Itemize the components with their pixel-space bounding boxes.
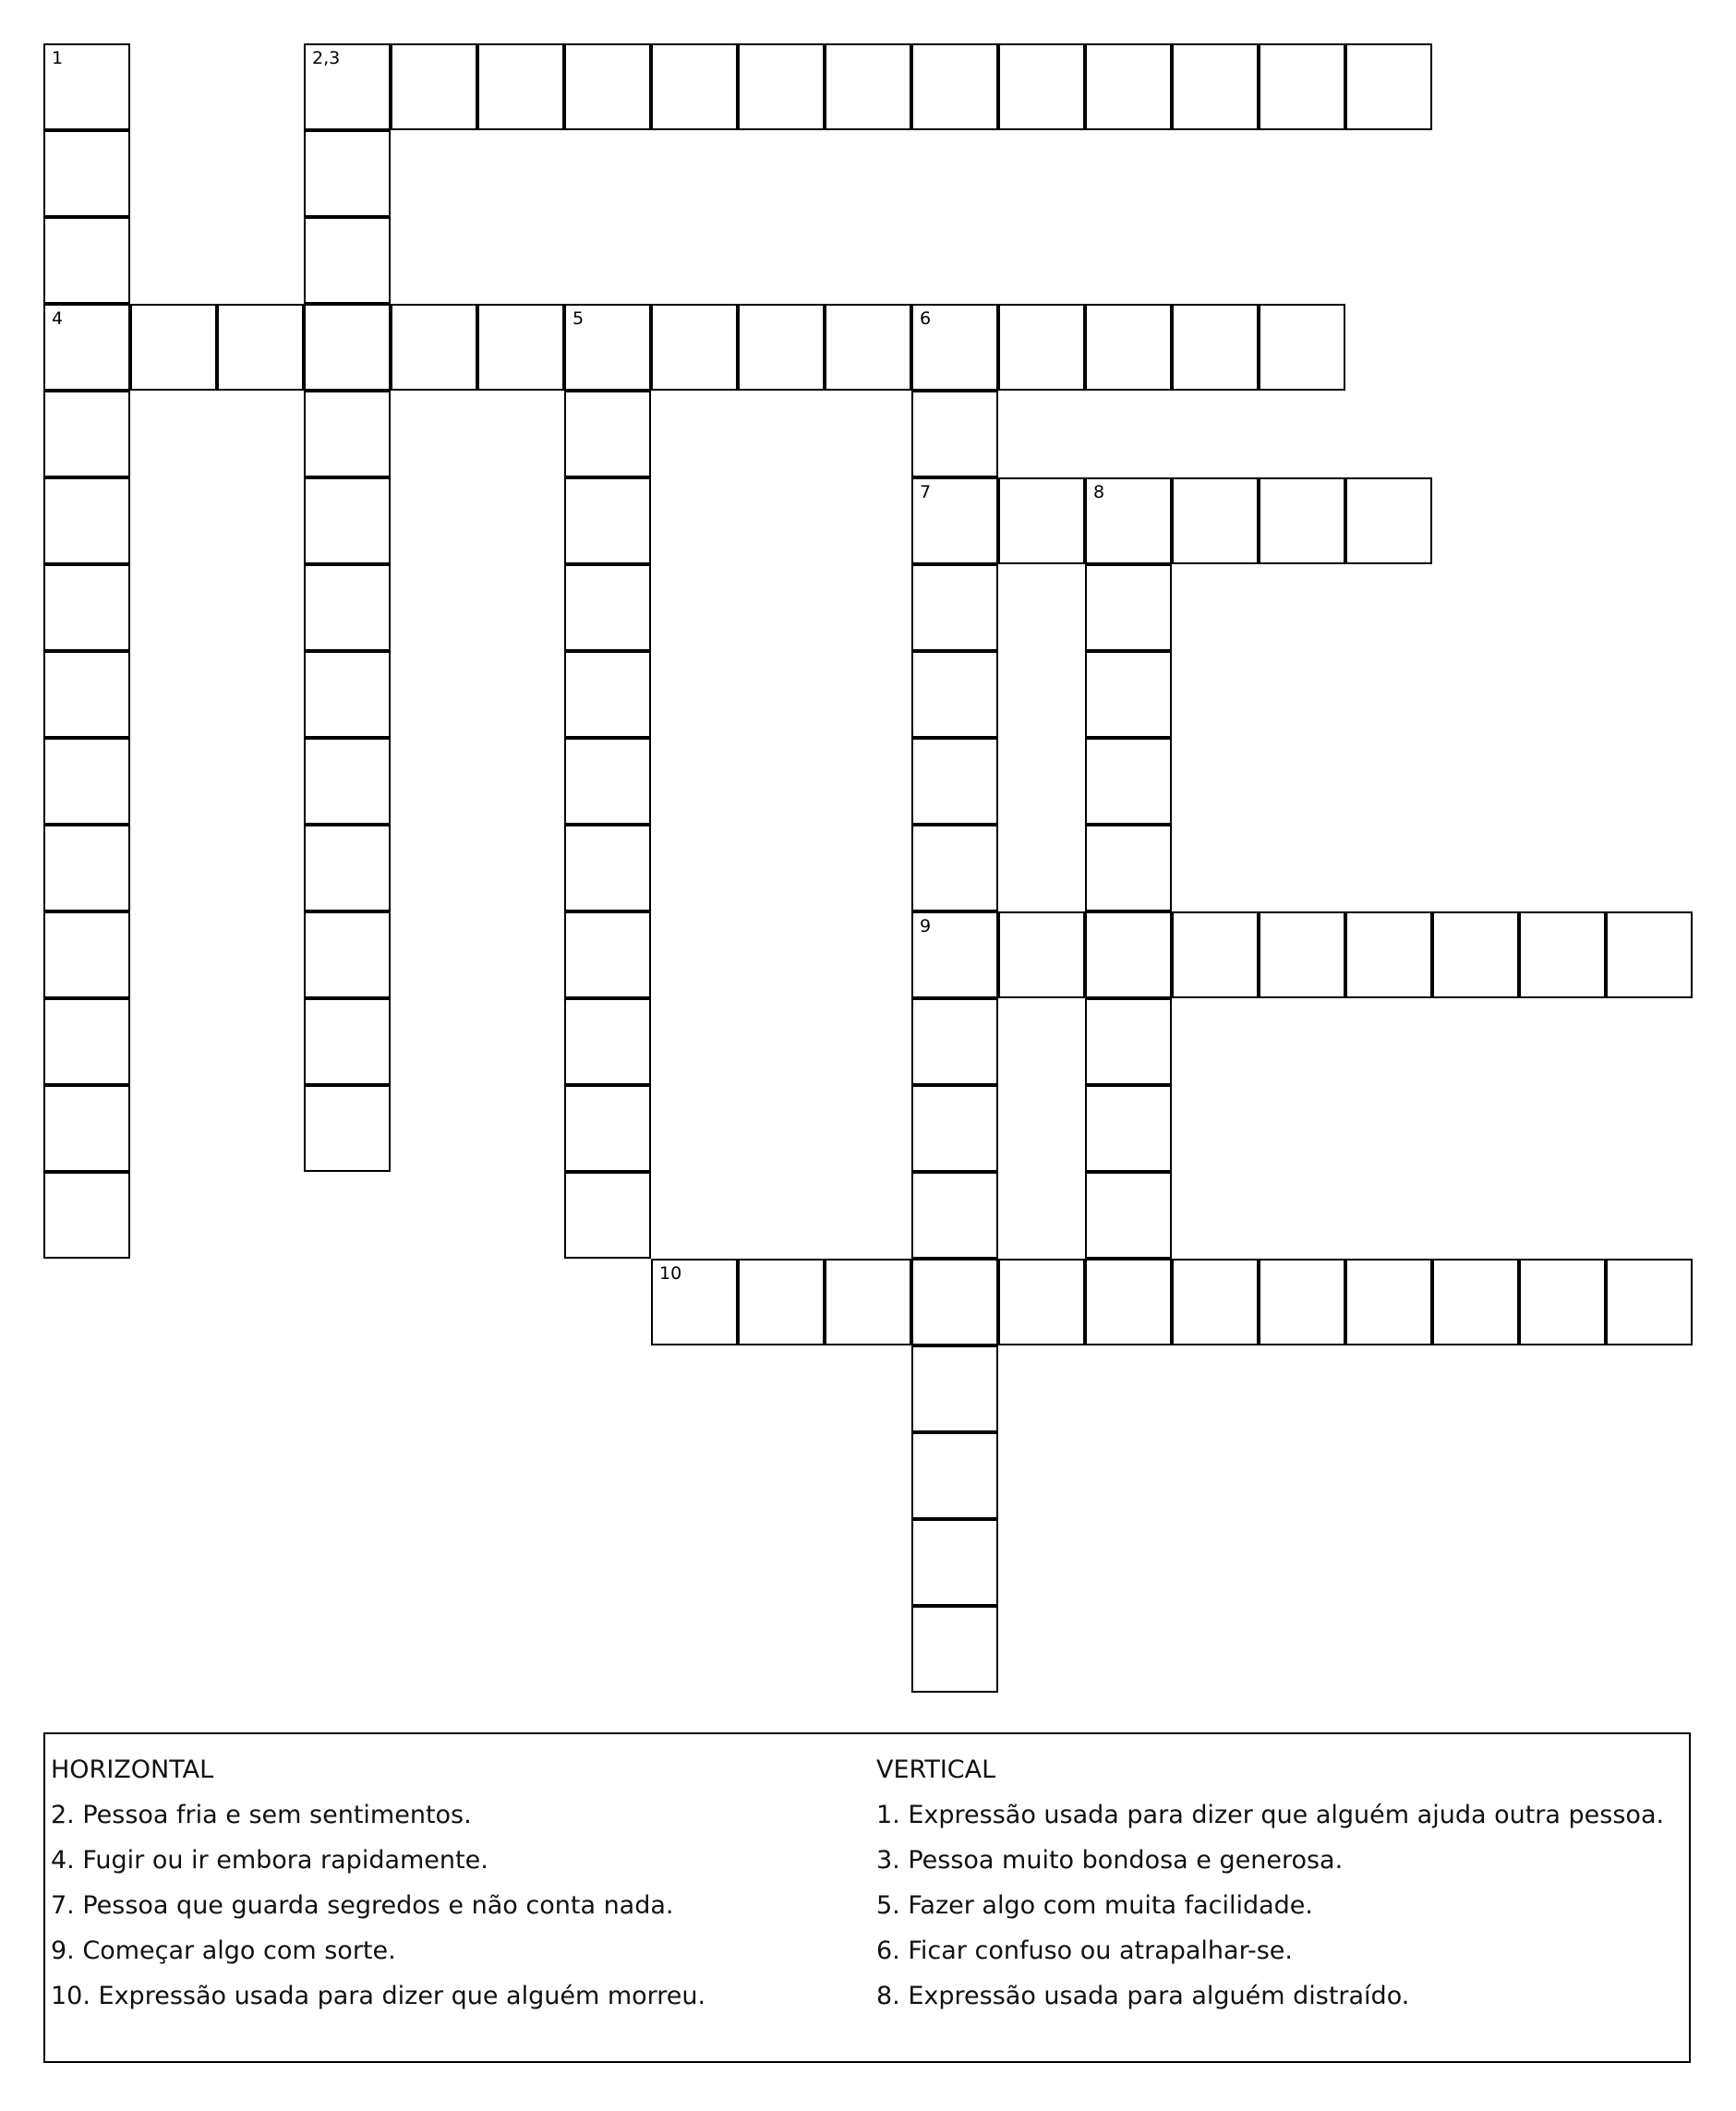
- grid-cell[interactable]: [304, 564, 391, 651]
- grid-cell[interactable]: [1085, 304, 1172, 391]
- grid-cell[interactable]: [564, 304, 651, 391]
- clue-number: 4: [52, 308, 64, 329]
- horizontal-clues: [51, 1747, 705, 2019]
- grid-cell[interactable]: [1259, 1259, 1345, 1345]
- grid-cell[interactable]: [911, 1259, 998, 1345]
- grid-cell[interactable]: [998, 43, 1085, 130]
- clue-horizontal-2: 2. Pessoa fria e sem sentimentos.: [51, 1801, 472, 1829]
- clue-vertical-5: 5. Fazer algo com muita facilidade.: [876, 1891, 1313, 1920]
- grid-cell[interactable]: [998, 1259, 1085, 1345]
- grid-cell[interactable]: [1085, 825, 1172, 911]
- grid-cell[interactable]: [564, 998, 651, 1085]
- clue-number: 7: [920, 482, 932, 502]
- grid-cell[interactable]: [43, 998, 130, 1085]
- grid-cell[interactable]: [43, 130, 130, 217]
- grid-cell[interactable]: [738, 1259, 825, 1345]
- grid-cell[interactable]: [998, 304, 1085, 391]
- grid-cell[interactable]: [1259, 911, 1345, 998]
- grid-cell[interactable]: [911, 1432, 998, 1519]
- grid-cell[interactable]: [1085, 651, 1172, 738]
- horizontal-heading: HORIZONTAL: [51, 1755, 214, 1784]
- grid-cell[interactable]: [911, 564, 998, 651]
- clue-vertical-1: 1. Expressão usada para dizer que alguém ajuda outra pessoa.: [876, 1801, 1665, 1829]
- grid-cell[interactable]: [217, 304, 304, 391]
- grid-cell[interactable]: [564, 43, 651, 130]
- grid-cell[interactable]: [998, 911, 1085, 998]
- grid-cell[interactable]: [1519, 1259, 1606, 1345]
- grid-cell[interactable]: [304, 738, 391, 825]
- grid-cell[interactable]: [911, 477, 998, 564]
- grid-cell[interactable]: [304, 477, 391, 564]
- grid-cell[interactable]: [1259, 304, 1345, 391]
- grid-cell[interactable]: [130, 304, 217, 391]
- grid-cell[interactable]: [564, 391, 651, 477]
- grid-cell[interactable]: [43, 1085, 130, 1172]
- grid-cell[interactable]: [564, 1085, 651, 1172]
- grid-cell[interactable]: [304, 217, 391, 304]
- grid-cell[interactable]: [304, 911, 391, 998]
- clue-horizontal-9: 9. Começar algo com sorte.: [51, 1936, 396, 1965]
- clue-vertical-8: 8. Expressão usada para alguém distraído.: [876, 1982, 1410, 2010]
- grid-cell[interactable]: [911, 651, 998, 738]
- grid-cell[interactable]: [1085, 738, 1172, 825]
- clue-number: 10: [659, 1263, 682, 1284]
- grid-cell[interactable]: [911, 998, 998, 1085]
- clue-horizontal-4: 4. Fugir ou ir embora rapidamente.: [51, 1846, 488, 1875]
- grid-cell[interactable]: [825, 1259, 911, 1345]
- grid-cell[interactable]: [1172, 1259, 1259, 1345]
- grid-cell[interactable]: [651, 304, 738, 391]
- grid-cell[interactable]: [911, 1172, 998, 1259]
- grid-cell[interactable]: [1085, 1085, 1172, 1172]
- grid-cell[interactable]: [43, 651, 130, 738]
- grid-cell[interactable]: [911, 304, 998, 391]
- grid-cell[interactable]: [477, 43, 564, 130]
- grid-cell[interactable]: [564, 738, 651, 825]
- grid-cell[interactable]: [1519, 911, 1606, 998]
- grid-cell[interactable]: [1085, 1172, 1172, 1259]
- grid-cell[interactable]: [1345, 1259, 1432, 1345]
- grid-cell[interactable]: [1345, 911, 1432, 998]
- vertical-heading: VERTICAL: [876, 1755, 996, 1784]
- grid-cell[interactable]: [825, 43, 911, 130]
- grid-cell[interactable]: [304, 1085, 391, 1172]
- grid-cell[interactable]: [911, 911, 998, 998]
- grid-cell[interactable]: [911, 825, 998, 911]
- grid-cell[interactable]: [1345, 43, 1432, 130]
- grid-cell[interactable]: [304, 43, 391, 130]
- grid-cell[interactable]: [304, 998, 391, 1085]
- grid-cell[interactable]: [304, 651, 391, 738]
- grid-cell[interactable]: [43, 911, 130, 998]
- grid-cell[interactable]: [304, 391, 391, 477]
- grid-cell[interactable]: [564, 564, 651, 651]
- grid-cell[interactable]: [911, 1345, 998, 1432]
- grid-cell[interactable]: [1432, 1259, 1519, 1345]
- clue-number: 2,3: [312, 48, 341, 68]
- grid-cell[interactable]: [911, 391, 998, 477]
- grid-cell[interactable]: [43, 304, 130, 391]
- grid-cell[interactable]: [564, 651, 651, 738]
- grid-cell[interactable]: [1172, 477, 1259, 564]
- grid-cell[interactable]: [998, 477, 1085, 564]
- grid-cell[interactable]: [1606, 911, 1693, 998]
- clue-number: 9: [920, 916, 932, 936]
- grid-cell[interactable]: [304, 304, 391, 391]
- grid-cell[interactable]: [651, 43, 738, 130]
- vertical-clues: [876, 1747, 1664, 2019]
- grid-cell[interactable]: [391, 43, 477, 130]
- grid-cell[interactable]: [304, 130, 391, 217]
- grid-cell[interactable]: [911, 1519, 998, 1606]
- grid-cell[interactable]: [1259, 477, 1345, 564]
- grid-cell[interactable]: [43, 391, 130, 477]
- grid-cell[interactable]: [1085, 1259, 1172, 1345]
- grid-cell[interactable]: [1085, 564, 1172, 651]
- grid-cell[interactable]: [1172, 304, 1259, 391]
- clue-horizontal-7: 7. Pessoa que guarda segredos e não conta nada.: [51, 1891, 674, 1920]
- grid-cell[interactable]: [43, 825, 130, 911]
- clue-number: 6: [920, 308, 932, 329]
- grid-cell[interactable]: [911, 1606, 998, 1693]
- clue-vertical-3: 3. Pessoa muito bondosa e generosa.: [876, 1846, 1344, 1875]
- grid-cell[interactable]: [43, 477, 130, 564]
- clue-number: 8: [1093, 482, 1105, 502]
- clue-number: 1: [52, 48, 64, 68]
- grid-cell[interactable]: [1085, 43, 1172, 130]
- grid-cell[interactable]: [738, 304, 825, 391]
- grid-cell[interactable]: [43, 43, 130, 130]
- grid-cell[interactable]: [911, 1085, 998, 1172]
- clue-horizontal-10: 10. Expressão usada para dizer que alguém morreu.: [51, 1982, 706, 2010]
- grid-cell[interactable]: [477, 304, 564, 391]
- grid-cell[interactable]: [1085, 998, 1172, 1085]
- clues-box: [43, 1732, 1691, 2063]
- grid-cell[interactable]: [1085, 477, 1172, 564]
- grid-cell[interactable]: [1259, 43, 1345, 130]
- grid-cell[interactable]: [564, 477, 651, 564]
- grid-cell[interactable]: [304, 825, 391, 911]
- grid-cell[interactable]: [43, 217, 130, 304]
- grid-cell[interactable]: [1172, 43, 1259, 130]
- grid-cell[interactable]: [43, 1172, 130, 1259]
- grid-cell[interactable]: [564, 825, 651, 911]
- grid-cell[interactable]: [1606, 1259, 1693, 1345]
- grid-cell[interactable]: [911, 43, 998, 130]
- grid-cell[interactable]: [564, 911, 651, 998]
- grid-cell[interactable]: [43, 738, 130, 825]
- grid-cell[interactable]: [391, 304, 477, 391]
- grid-cell[interactable]: [651, 1259, 738, 1345]
- grid-cell[interactable]: [1432, 911, 1519, 998]
- clue-vertical-6: 6. Ficar confuso ou atrapalhar-se.: [876, 1936, 1293, 1965]
- grid-cell[interactable]: [738, 43, 825, 130]
- grid-cell[interactable]: [825, 304, 911, 391]
- grid-cell[interactable]: [1345, 477, 1432, 564]
- clue-number: 5: [573, 308, 585, 329]
- grid-cell[interactable]: [564, 1172, 651, 1259]
- grid-cell[interactable]: [43, 564, 130, 651]
- grid-cell[interactable]: [911, 738, 998, 825]
- grid-cell[interactable]: [1085, 911, 1172, 998]
- grid-cell[interactable]: [1172, 911, 1259, 998]
